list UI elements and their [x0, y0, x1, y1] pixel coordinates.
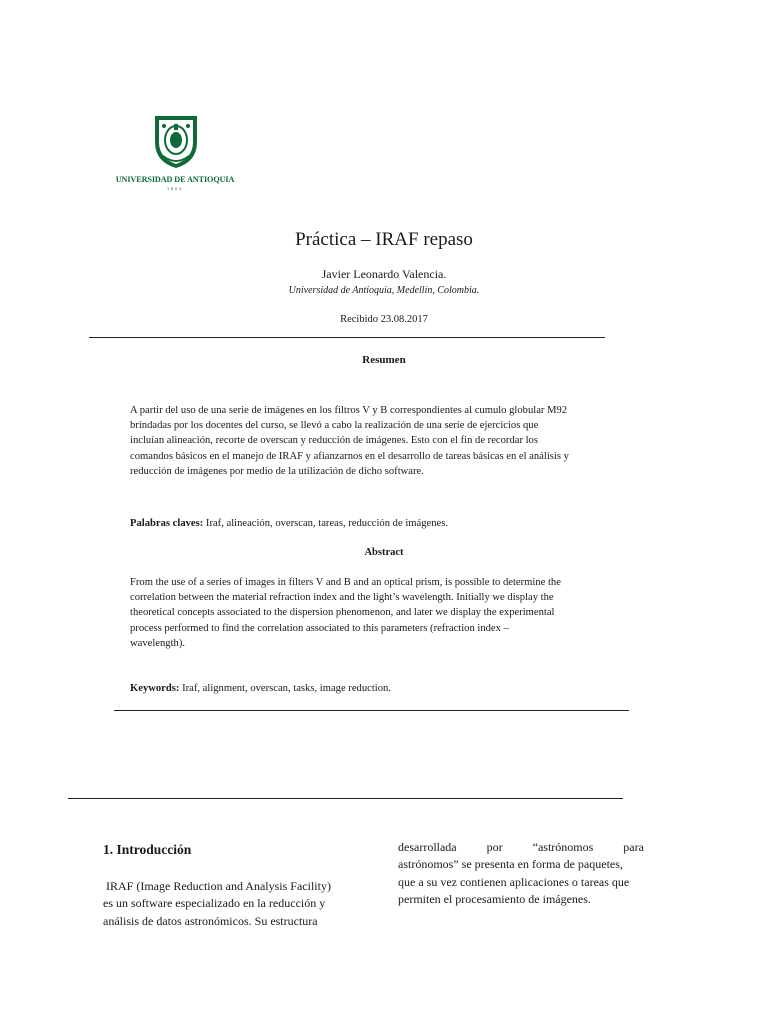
- abstract-keywords-label: Keywords:: [130, 683, 180, 694]
- intro-right-line: desarrollada por “astrónomos para: [398, 840, 644, 854]
- abstract-heading: Abstract: [364, 547, 404, 558]
- resumen-keywords-text: Iraf, alineación, overscan, tareas, reducción de imágenes.: [203, 518, 448, 529]
- resumen-line: reducción de imágenes por medio de la utilización de dicho software.: [130, 465, 424, 477]
- section-divider: [68, 798, 623, 799]
- resumen-keywords: [130, 516, 643, 531]
- abstract-line: process performed to find the correlation associated to this parameters (refraction index –: [130, 622, 509, 634]
- intro-right-line: que a su vez contienen aplicaciones o tareas que: [398, 874, 630, 889]
- university-logo: [112, 92, 238, 218]
- abstract-line: From the use of a series of images in filters V and B and an optical prism, is possible to determine the: [130, 577, 561, 588]
- intro-right-line: astrónomos” se presenta en forma de paquetes,: [398, 857, 623, 872]
- header-divider: [89, 337, 605, 338]
- abstract-keywords: [130, 681, 643, 696]
- resumen-keywords-label: Palabras claves:: [130, 518, 204, 529]
- abstract-line: correlation between the material refraction index and the light’s wavelength. Initially we display the: [130, 592, 554, 604]
- abstract-line: theoretical concepts associated to the dispersion phenomenon, and later we display the experimental: [130, 607, 555, 619]
- resumen-paragraph: [130, 403, 643, 479]
- intro-right-column: [398, 839, 666, 908]
- intro-left-line: análisis de datos astronómicos. Su estructura: [103, 913, 318, 928]
- author-affiliation: Universidad de Antioquia, Medellín, Colombia.: [288, 285, 480, 296]
- intro-left-column: [103, 878, 371, 930]
- paper-title: Práctica – IRAF repaso: [295, 229, 473, 250]
- intro-heading: 1. Introducción: [103, 842, 192, 857]
- resumen-line: A partir del uso de una serie de imágenes en los filtros V y B correspondientes al cumulo globular M92: [130, 405, 568, 416]
- resumen-line: brindadas por los docentes del curso, se llevó a cabo la realización de una serie de ejercicios que: [130, 420, 539, 432]
- author-name: Javier Leonardo Valencia.: [321, 267, 447, 281]
- logo-university-name: UNIVERSIDAD DE ANTIOQUIA: [115, 175, 235, 184]
- intro-right-line: permiten el procesamiento de imágenes.: [398, 891, 591, 906]
- abstract-keywords-text: Iraf, alignment, overscan, tasks, image reduction.: [179, 683, 391, 694]
- resumen-heading: Resumen: [362, 354, 406, 366]
- received-date: Recibido 23.08.2017: [340, 314, 428, 325]
- university-seal-icon: [149, 112, 203, 170]
- intro-left-line: IRAF (Image Reduction and Analysis Facility): [103, 879, 331, 893]
- resumen-line: comandos básicos en el manejo de IRAF y afianzarnos en el desarrollo de tareas básicas en el análisis y: [130, 450, 569, 462]
- logo-year: 1803: [166, 186, 184, 191]
- abstract-line: wavelength).: [130, 637, 186, 649]
- intro-left-line: es un software especializado en la reducción y: [103, 896, 326, 911]
- abstract-divider: [114, 710, 629, 711]
- abstract-paragraph: [130, 575, 643, 651]
- resumen-line: incluían alineación, recorte de overscan y reducción de imágenes. Esto con el fin de recordar los: [130, 435, 538, 447]
